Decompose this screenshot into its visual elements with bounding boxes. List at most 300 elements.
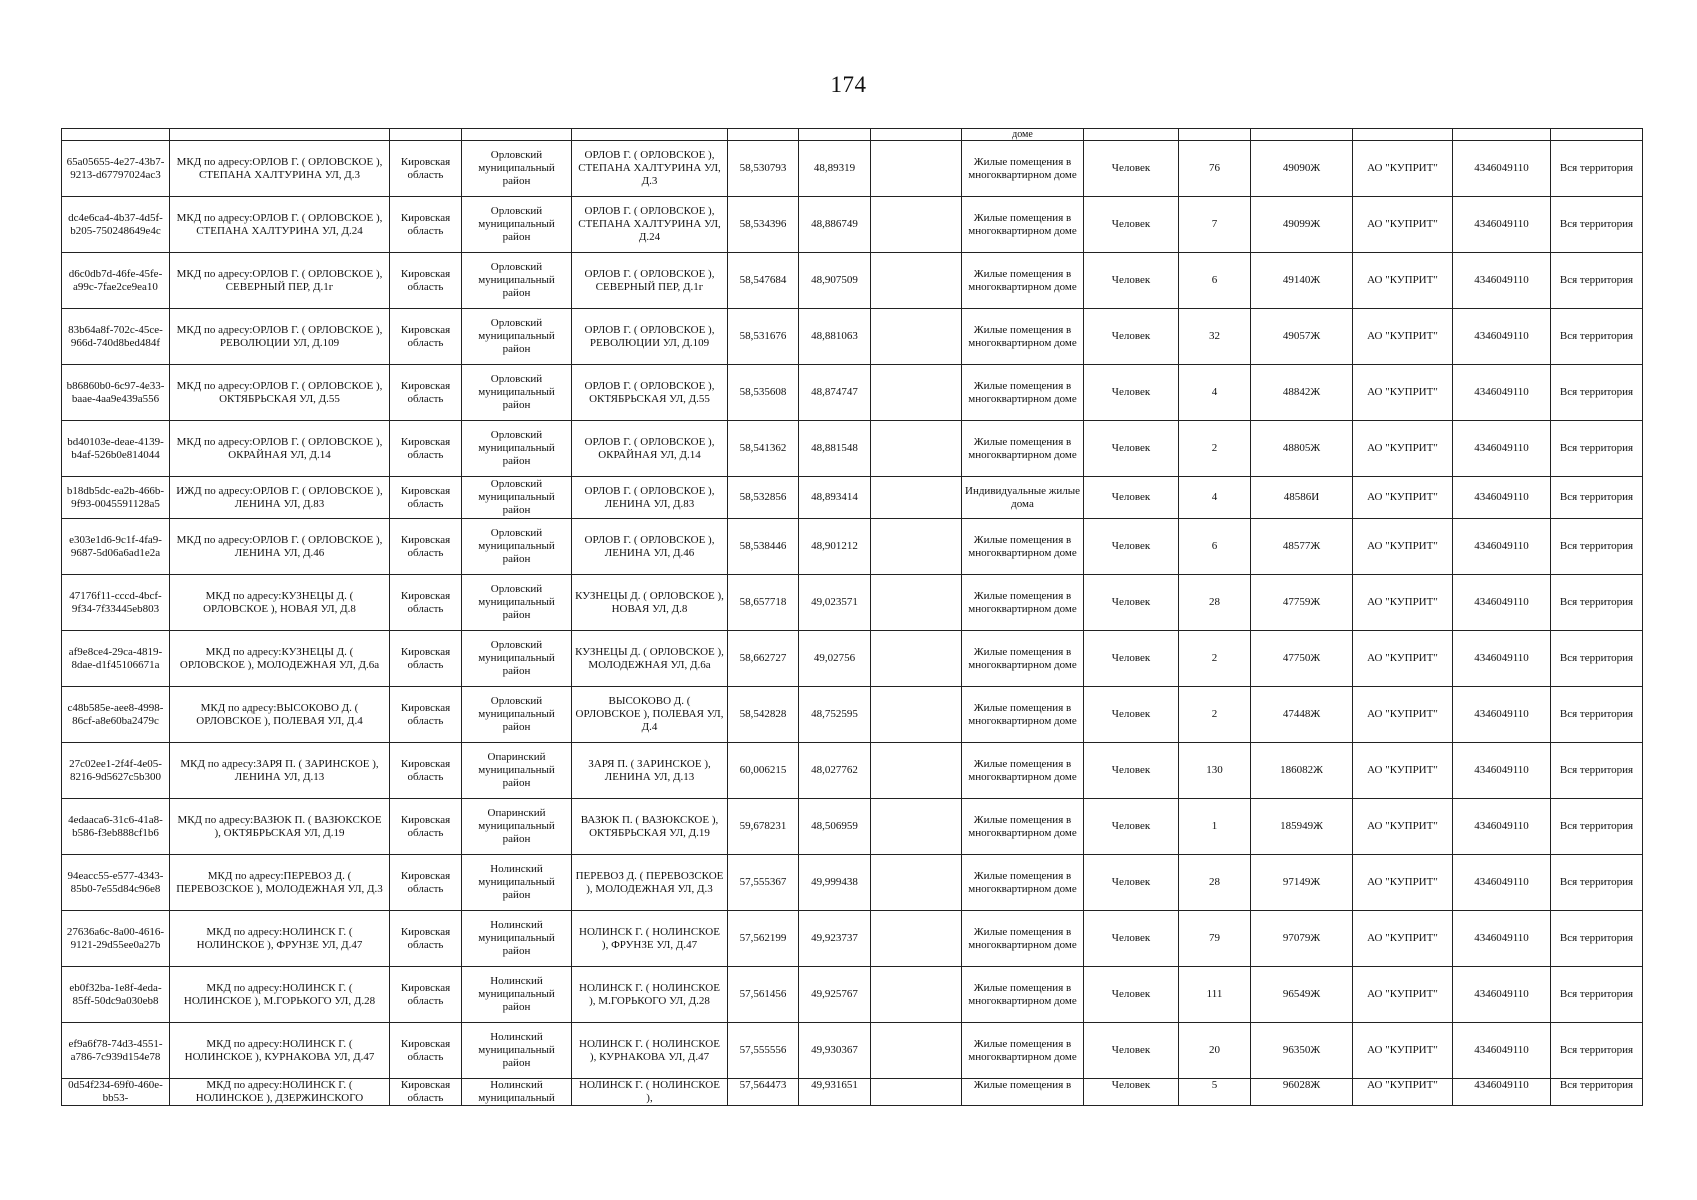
territory-cell: Вся территория <box>1551 197 1643 253</box>
carryover-cell <box>1353 129 1453 141</box>
object-id-cell: bd40103e-deae-4139-b4af-526b0e814044 <box>62 421 170 477</box>
carryover-cell <box>1551 129 1643 141</box>
code-cell: 185949Ж <box>1251 799 1353 855</box>
latitude-cell: 58,535608 <box>728 365 799 421</box>
table-row <box>62 519 1643 575</box>
object-name-cell: МКД по адресу:ЗАРЯ П. ( ЗАРИНСКОЕ ), ЛЕНИНА УЛ, Д.13 <box>170 743 390 799</box>
table-row <box>62 421 1643 477</box>
district-cell: Нолинский муниципальный <box>462 1079 572 1106</box>
unit-cell: Человек <box>1084 631 1179 687</box>
object-id-cell: 4edaaca6-31c6-41a8-b586-f3eb888cf1b6 <box>62 799 170 855</box>
longitude-cell: 48,027762 <box>799 743 871 799</box>
unit-cell: Человек <box>1084 365 1179 421</box>
region-cell: Кировская область <box>390 799 462 855</box>
territory-cell: Вся территория <box>1551 967 1643 1023</box>
empty-cell <box>871 141 962 197</box>
address-cell: ОРЛОВ Г. ( ОРЛОВСКОЕ ), ОКРАЙНАЯ УЛ, Д.14 <box>572 421 728 477</box>
object-id-cell: dc4e6ca4-4b37-4d5f-b205-750248649e4c <box>62 197 170 253</box>
district-cell: Опаринский муниципальный район <box>462 799 572 855</box>
quantity-cell: 2 <box>1179 421 1251 477</box>
district-cell: Нолинский муниципальный район <box>462 967 572 1023</box>
district-cell: Орловский муниципальный район <box>462 421 572 477</box>
object-type-cell: Жилые помещения в многоквартирном доме <box>962 253 1084 309</box>
region-cell: Кировская область <box>390 631 462 687</box>
unit-cell: Человек <box>1084 911 1179 967</box>
code-cell: 48586И <box>1251 477 1353 519</box>
territory-cell: Вся территория <box>1551 141 1643 197</box>
longitude-cell: 48,874747 <box>799 365 871 421</box>
district-cell: Орловский муниципальный район <box>462 477 572 519</box>
object-type-cell: Жилые помещения в многоквартирном доме <box>962 197 1084 253</box>
organization-cell: АО "КУПРИТ" <box>1353 743 1453 799</box>
object-type-cell: Жилые помещения в многоквартирном доме <box>962 421 1084 477</box>
table-row <box>62 1079 1643 1106</box>
object-name-cell: МКД по адресу:НОЛИНСК Г. ( НОЛИНСКОЕ ), ФРУНЗЕ УЛ, Д.47 <box>170 911 390 967</box>
unit-cell: Человек <box>1084 855 1179 911</box>
empty-cell <box>871 631 962 687</box>
organization-cell: АО "КУПРИТ" <box>1353 967 1453 1023</box>
object-type-cell: Жилые помещения в многоквартирном доме <box>962 687 1084 743</box>
quantity-cell: 79 <box>1179 911 1251 967</box>
district-cell: Орловский муниципальный район <box>462 253 572 309</box>
address-cell: ЗАРЯ П. ( ЗАРИНСКОЕ ), ЛЕНИНА УЛ, Д.13 <box>572 743 728 799</box>
carryover-type-cell: доме <box>962 129 1084 141</box>
latitude-cell: 58,547684 <box>728 253 799 309</box>
inn-cell: 4346049110 <box>1453 1023 1551 1079</box>
table-row <box>62 309 1643 365</box>
carryover-cell <box>728 129 799 141</box>
district-cell: Орловский муниципальный район <box>462 309 572 365</box>
territory-cell: Вся территория <box>1551 365 1643 421</box>
table-row <box>62 575 1643 631</box>
registry-table <box>61 128 1643 1106</box>
object-type-cell: Жилые помещения в многоквартирном доме <box>962 575 1084 631</box>
latitude-cell: 58,538446 <box>728 519 799 575</box>
territory-cell: Вся территория <box>1551 631 1643 687</box>
region-cell: Кировская область <box>390 309 462 365</box>
latitude-cell: 60,006215 <box>728 743 799 799</box>
organization-cell: АО "КУПРИТ" <box>1353 631 1453 687</box>
object-type-cell: Жилые помещения в многоквартирном доме <box>962 743 1084 799</box>
object-name-cell: МКД по адресу:ОРЛОВ Г. ( ОРЛОВСКОЕ ), ОКТЯБРЬСКАЯ УЛ, Д.55 <box>170 365 390 421</box>
object-type-cell: Жилые помещения в многоквартирном доме <box>962 141 1084 197</box>
address-cell: ВЫСОКОВО Д. ( ОРЛОВСКОЕ ), ПОЛЕВАЯ УЛ, Д.4 <box>572 687 728 743</box>
carryover-cell <box>1179 129 1251 141</box>
object-type-cell: Индивидуальные жилые дома <box>962 477 1084 519</box>
latitude-cell: 59,678231 <box>728 799 799 855</box>
quantity-cell: 7 <box>1179 197 1251 253</box>
address-cell: НОЛИНСК Г. ( НОЛИНСКОЕ ), ФРУНЗЕ УЛ, Д.47 <box>572 911 728 967</box>
address-cell: НОЛИНСК Г. ( НОЛИНСКОЕ ), КУРНАКОВА УЛ, Д.47 <box>572 1023 728 1079</box>
organization-cell: АО "КУПРИТ" <box>1353 421 1453 477</box>
object-name-cell: МКД по адресу:НОЛИНСК Г. ( НОЛИНСКОЕ ), М.ГОРЬКОГО УЛ, Д.28 <box>170 967 390 1023</box>
object-type-cell: Жилые помещения в многоквартирном доме <box>962 309 1084 365</box>
empty-cell <box>871 519 962 575</box>
inn-cell: 4346049110 <box>1453 1079 1551 1106</box>
region-cell: Кировская область <box>390 575 462 631</box>
table-row <box>62 477 1643 519</box>
object-name-cell: МКД по адресу:ОРЛОВ Г. ( ОРЛОВСКОЕ ), СЕВЕРНЫЙ ПЕР, Д.1г <box>170 253 390 309</box>
object-type-cell: Жилые помещения в многоквартирном доме <box>962 519 1084 575</box>
longitude-cell: 48,901212 <box>799 519 871 575</box>
table-row <box>62 855 1643 911</box>
organization-cell: АО "КУПРИТ" <box>1353 911 1453 967</box>
object-name-cell: МКД по адресу:ВАЗЮК П. ( ВАЗЮКСКОЕ ), ОКТЯБРЬСКАЯ УЛ, Д.19 <box>170 799 390 855</box>
unit-cell: Человек <box>1084 253 1179 309</box>
district-cell: Нолинский муниципальный район <box>462 911 572 967</box>
empty-cell <box>871 967 962 1023</box>
territory-cell: Вся территория <box>1551 1079 1643 1106</box>
inn-cell: 4346049110 <box>1453 141 1551 197</box>
empty-cell <box>871 799 962 855</box>
organization-cell: АО "КУПРИТ" <box>1353 365 1453 421</box>
object-name-cell: МКД по адресу:НОЛИНСК Г. ( НОЛИНСКОЕ ), КУРНАКОВА УЛ, Д.47 <box>170 1023 390 1079</box>
unit-cell: Человек <box>1084 1023 1179 1079</box>
carryover-cell <box>871 129 962 141</box>
region-cell: Кировская область <box>390 743 462 799</box>
code-cell: 96350Ж <box>1251 1023 1353 1079</box>
quantity-cell: 111 <box>1179 967 1251 1023</box>
territory-cell: Вся территория <box>1551 309 1643 365</box>
code-cell: 47750Ж <box>1251 631 1353 687</box>
latitude-cell: 58,542828 <box>728 687 799 743</box>
empty-cell <box>871 477 962 519</box>
unit-cell: Человек <box>1084 1079 1179 1106</box>
region-cell: Кировская область <box>390 687 462 743</box>
longitude-cell: 49,930367 <box>799 1023 871 1079</box>
organization-cell: АО "КУПРИТ" <box>1353 855 1453 911</box>
inn-cell: 4346049110 <box>1453 799 1551 855</box>
empty-cell <box>871 253 962 309</box>
inn-cell: 4346049110 <box>1453 421 1551 477</box>
address-cell: ОРЛОВ Г. ( ОРЛОВСКОЕ ), ЛЕНИНА УЛ, Д.46 <box>572 519 728 575</box>
organization-cell: АО "КУПРИТ" <box>1353 253 1453 309</box>
region-cell: Кировская область <box>390 253 462 309</box>
quantity-cell: 76 <box>1179 141 1251 197</box>
latitude-cell: 57,561456 <box>728 967 799 1023</box>
empty-cell <box>871 575 962 631</box>
object-name-cell: МКД по адресу:ОРЛОВ Г. ( ОРЛОВСКОЕ ), РЕВОЛЮЦИИ УЛ, Д.109 <box>170 309 390 365</box>
longitude-cell: 48,893414 <box>799 477 871 519</box>
object-name-cell: МКД по адресу:ПЕРЕВОЗ Д. ( ПЕРЕВОЗСКОЕ ), МОЛОДЕЖНАЯ УЛ, Д.3 <box>170 855 390 911</box>
object-id-cell: 65a05655-4e27-43b7-9213-d67797024ac3 <box>62 141 170 197</box>
address-cell: КУЗНЕЦЫ Д. ( ОРЛОВСКОЕ ), МОЛОДЕЖНАЯ УЛ, Д.6а <box>572 631 728 687</box>
address-cell: ОРЛОВ Г. ( ОРЛОВСКОЕ ), СЕВЕРНЫЙ ПЕР, Д.1г <box>572 253 728 309</box>
object-id-cell: c48b585e-aee8-4998-86cf-a8e60ba2479c <box>62 687 170 743</box>
organization-cell: АО "КУПРИТ" <box>1353 799 1453 855</box>
unit-cell: Человек <box>1084 309 1179 365</box>
unit-cell: Человек <box>1084 687 1179 743</box>
unit-cell: Человек <box>1084 519 1179 575</box>
carryover-cell <box>62 129 170 141</box>
territory-cell: Вся территория <box>1551 477 1643 519</box>
inn-cell: 4346049110 <box>1453 967 1551 1023</box>
object-id-cell: 27c02ee1-2f4f-4e05-8216-9d5627c5b300 <box>62 743 170 799</box>
table-row <box>62 687 1643 743</box>
longitude-cell: 49,925767 <box>799 967 871 1023</box>
unit-cell: Человек <box>1084 477 1179 519</box>
object-name-cell: МКД по адресу:КУЗНЕЦЫ Д. ( ОРЛОВСКОЕ ), НОВАЯ УЛ, Д.8 <box>170 575 390 631</box>
inn-cell: 4346049110 <box>1453 631 1551 687</box>
object-type-cell: Жилые помещения в многоквартирном доме <box>962 911 1084 967</box>
territory-cell: Вся территория <box>1551 421 1643 477</box>
empty-cell <box>871 197 962 253</box>
territory-cell: Вся территория <box>1551 253 1643 309</box>
organization-cell: АО "КУПРИТ" <box>1353 197 1453 253</box>
object-name-cell: МКД по адресу:ОРЛОВ Г. ( ОРЛОВСКОЕ ), СТЕПАНА ХАЛТУРИНА УЛ, Д.24 <box>170 197 390 253</box>
address-cell: ВАЗЮК П. ( ВАЗЮКСКОЕ ), ОКТЯБРЬСКАЯ УЛ, Д.19 <box>572 799 728 855</box>
latitude-cell: 57,564473 <box>728 1079 799 1106</box>
latitude-cell: 58,662727 <box>728 631 799 687</box>
object-name-cell: ИЖД по адресу:ОРЛОВ Г. ( ОРЛОВСКОЕ ), ЛЕНИНА УЛ, Д.83 <box>170 477 390 519</box>
carryover-cell <box>170 129 390 141</box>
object-id-cell: 47176f11-cccd-4bcf-9f34-7f33445eb803 <box>62 575 170 631</box>
longitude-cell: 48,881063 <box>799 309 871 365</box>
object-id-cell: b86860b0-6c97-4e33-baae-4aa9e439a556 <box>62 365 170 421</box>
inn-cell: 4346049110 <box>1453 477 1551 519</box>
region-cell: Кировская область <box>390 141 462 197</box>
quantity-cell: 4 <box>1179 365 1251 421</box>
inn-cell: 4346049110 <box>1453 365 1551 421</box>
longitude-cell: 49,923737 <box>799 911 871 967</box>
carryover-cell <box>572 129 728 141</box>
inn-cell: 4346049110 <box>1453 911 1551 967</box>
district-cell: Орловский муниципальный район <box>462 631 572 687</box>
longitude-cell: 49,02756 <box>799 631 871 687</box>
latitude-cell: 58,532856 <box>728 477 799 519</box>
table-row <box>62 253 1643 309</box>
longitude-cell: 48,886749 <box>799 197 871 253</box>
unit-cell: Человек <box>1084 967 1179 1023</box>
object-type-cell: Жилые помещения в многоквартирном доме <box>962 631 1084 687</box>
table-row <box>62 1023 1643 1079</box>
empty-cell <box>871 911 962 967</box>
district-cell: Орловский муниципальный район <box>462 687 572 743</box>
quantity-cell: 6 <box>1179 253 1251 309</box>
territory-cell: Вся территория <box>1551 575 1643 631</box>
quantity-cell: 2 <box>1179 631 1251 687</box>
empty-cell <box>871 1023 962 1079</box>
object-id-cell: ef9a6f78-74d3-4551-a786-7c939d154e78 <box>62 1023 170 1079</box>
quantity-cell: 28 <box>1179 855 1251 911</box>
organization-cell: АО "КУПРИТ" <box>1353 519 1453 575</box>
object-id-cell: 0d54f234-69f0-460e-bb53- <box>62 1079 170 1106</box>
object-name-cell: МКД по адресу:ОРЛОВ Г. ( ОРЛОВСКОЕ ), ОКРАЙНАЯ УЛ, Д.14 <box>170 421 390 477</box>
quantity-cell: 6 <box>1179 519 1251 575</box>
organization-cell: АО "КУПРИТ" <box>1353 477 1453 519</box>
object-id-cell: b18db5dc-ea2b-466b-9f93-0045591128a5 <box>62 477 170 519</box>
territory-cell: Вся территория <box>1551 743 1643 799</box>
inn-cell: 4346049110 <box>1453 309 1551 365</box>
territory-cell: Вся территория <box>1551 911 1643 967</box>
code-cell: 96549Ж <box>1251 967 1353 1023</box>
table-row <box>62 743 1643 799</box>
empty-cell <box>871 743 962 799</box>
quantity-cell: 20 <box>1179 1023 1251 1079</box>
longitude-cell: 48,881548 <box>799 421 871 477</box>
quantity-cell: 130 <box>1179 743 1251 799</box>
code-cell: 47759Ж <box>1251 575 1353 631</box>
latitude-cell: 57,555367 <box>728 855 799 911</box>
empty-cell <box>871 687 962 743</box>
object-id-cell: d6c0db7d-46fe-45fe-a99c-7fae2ce9ea10 <box>62 253 170 309</box>
region-cell: Кировская область <box>390 477 462 519</box>
quantity-cell: 28 <box>1179 575 1251 631</box>
empty-cell <box>871 365 962 421</box>
object-type-cell: Жилые помещения в <box>962 1079 1084 1106</box>
latitude-cell: 58,541362 <box>728 421 799 477</box>
longitude-cell: 48,907509 <box>799 253 871 309</box>
empty-cell <box>871 421 962 477</box>
object-id-cell: 27636a6c-8a00-4616-9121-29d55ee0a27b <box>62 911 170 967</box>
code-cell: 96028Ж <box>1251 1079 1353 1106</box>
quantity-cell: 2 <box>1179 687 1251 743</box>
quantity-cell: 32 <box>1179 309 1251 365</box>
code-cell: 49140Ж <box>1251 253 1353 309</box>
inn-cell: 4346049110 <box>1453 743 1551 799</box>
object-id-cell: 83b64a8f-702c-45ce-966d-740d8bed484f <box>62 309 170 365</box>
unit-cell: Человек <box>1084 421 1179 477</box>
longitude-cell: 48,89319 <box>799 141 871 197</box>
page-number: 174 <box>830 72 867 97</box>
inn-cell: 4346049110 <box>1453 687 1551 743</box>
address-cell: НОЛИНСК Г. ( НОЛИНСКОЕ ), <box>572 1079 728 1106</box>
table-row <box>62 967 1643 1023</box>
latitude-cell: 58,534396 <box>728 197 799 253</box>
address-cell: ОРЛОВ Г. ( ОРЛОВСКОЕ ), ЛЕНИНА УЛ, Д.83 <box>572 477 728 519</box>
territory-cell: Вся территория <box>1551 687 1643 743</box>
address-cell: ОРЛОВ Г. ( ОРЛОВСКОЕ ), СТЕПАНА ХАЛТУРИНА УЛ, Д.24 <box>572 197 728 253</box>
table-row <box>62 911 1643 967</box>
carryover-cell <box>1453 129 1551 141</box>
carryover-row <box>62 129 1643 141</box>
object-type-cell: Жилые помещения в многоквартирном доме <box>962 855 1084 911</box>
district-cell: Орловский муниципальный район <box>462 575 572 631</box>
inn-cell: 4346049110 <box>1453 253 1551 309</box>
code-cell: 97149Ж <box>1251 855 1353 911</box>
code-cell: 186082Ж <box>1251 743 1353 799</box>
table-row <box>62 197 1643 253</box>
address-cell: ПЕРЕВОЗ Д. ( ПЕРЕВОЗСКОЕ ), МОЛОДЕЖНАЯ УЛ, Д.3 <box>572 855 728 911</box>
region-cell: Кировская область <box>390 197 462 253</box>
organization-cell: АО "КУПРИТ" <box>1353 141 1453 197</box>
object-name-cell: МКД по адресу:ОРЛОВ Г. ( ОРЛОВСКОЕ ), ЛЕНИНА УЛ, Д.46 <box>170 519 390 575</box>
organization-cell: АО "КУПРИТ" <box>1353 1079 1453 1106</box>
object-id-cell: 94eacc55-e577-4343-85b0-7e55d84c96e8 <box>62 855 170 911</box>
territory-cell: Вся территория <box>1551 519 1643 575</box>
organization-cell: АО "КУПРИТ" <box>1353 575 1453 631</box>
inn-cell: 4346049110 <box>1453 855 1551 911</box>
district-cell: Орловский муниципальный район <box>462 365 572 421</box>
region-cell: Кировская область <box>390 855 462 911</box>
object-type-cell: Жилые помещения в многоквартирном доме <box>962 1023 1084 1079</box>
code-cell: 49057Ж <box>1251 309 1353 365</box>
address-cell: ОРЛОВ Г. ( ОРЛОВСКОЕ ), РЕВОЛЮЦИИ УЛ, Д.109 <box>572 309 728 365</box>
district-cell: Орловский муниципальный район <box>462 141 572 197</box>
latitude-cell: 58,657718 <box>728 575 799 631</box>
code-cell: 48805Ж <box>1251 421 1353 477</box>
inn-cell: 4346049110 <box>1453 575 1551 631</box>
district-cell: Орловский муниципальный район <box>462 519 572 575</box>
object-id-cell: e303e1d6-9c1f-4fa9-9687-5d06a6ad1e2a <box>62 519 170 575</box>
code-cell: 48577Ж <box>1251 519 1353 575</box>
longitude-cell: 48,752595 <box>799 687 871 743</box>
empty-cell <box>871 855 962 911</box>
object-name-cell: МКД по адресу:ВЫСОКОВО Д. ( ОРЛОВСКОЕ ), ПОЛЕВАЯ УЛ, Д.4 <box>170 687 390 743</box>
longitude-cell: 49,999438 <box>799 855 871 911</box>
carryover-cell <box>390 129 462 141</box>
latitude-cell: 57,555556 <box>728 1023 799 1079</box>
object-id-cell: eb0f32ba-1e8f-4eda-85ff-50dc9a030eb8 <box>62 967 170 1023</box>
table-row <box>62 365 1643 421</box>
table-row <box>62 799 1643 855</box>
territory-cell: Вся территория <box>1551 1023 1643 1079</box>
code-cell: 97079Ж <box>1251 911 1353 967</box>
unit-cell: Человек <box>1084 799 1179 855</box>
longitude-cell: 49,931651 <box>799 1079 871 1106</box>
region-cell: Кировская область <box>390 421 462 477</box>
unit-cell: Человек <box>1084 141 1179 197</box>
object-id-cell: af9e8ce4-29ca-4819-8dae-d1f45106671a <box>62 631 170 687</box>
district-cell: Нолинский муниципальный район <box>462 1023 572 1079</box>
object-name-cell: МКД по адресу:КУЗНЕЦЫ Д. ( ОРЛОВСКОЕ ), МОЛОДЕЖНАЯ УЛ, Д.6а <box>170 631 390 687</box>
region-cell: Кировская область <box>390 1023 462 1079</box>
object-type-cell: Жилые помещения в многоквартирном доме <box>962 365 1084 421</box>
carryover-cell <box>1084 129 1179 141</box>
address-cell: ОРЛОВ Г. ( ОРЛОВСКОЕ ), СТЕПАНА ХАЛТУРИНА УЛ, Д.3 <box>572 141 728 197</box>
address-cell: ОРЛОВ Г. ( ОРЛОВСКОЕ ), ОКТЯБРЬСКАЯ УЛ, Д.55 <box>572 365 728 421</box>
object-name-cell: МКД по адресу:НОЛИНСК Г. ( НОЛИНСКОЕ ), ДЗЕРЖИНСКОГО <box>170 1079 390 1106</box>
object-name-cell: МКД по адресу:ОРЛОВ Г. ( ОРЛОВСКОЕ ), СТЕПАНА ХАЛТУРИНА УЛ, Д.3 <box>170 141 390 197</box>
carryover-cell <box>799 129 871 141</box>
territory-cell: Вся территория <box>1551 799 1643 855</box>
unit-cell: Человек <box>1084 197 1179 253</box>
region-cell: Кировская область <box>390 911 462 967</box>
latitude-cell: 58,530793 <box>728 141 799 197</box>
region-cell: Кировская область <box>390 519 462 575</box>
unit-cell: Человек <box>1084 575 1179 631</box>
inn-cell: 4346049110 <box>1453 197 1551 253</box>
code-cell: 49090Ж <box>1251 141 1353 197</box>
empty-cell <box>871 1079 962 1106</box>
organization-cell: АО "КУПРИТ" <box>1353 687 1453 743</box>
address-cell: НОЛИНСК Г. ( НОЛИНСКОЕ ), М.ГОРЬКОГО УЛ, Д.28 <box>572 967 728 1023</box>
object-type-cell: Жилые помещения в многоквартирном доме <box>962 799 1084 855</box>
quantity-cell: 5 <box>1179 1079 1251 1106</box>
longitude-cell: 49,023571 <box>799 575 871 631</box>
region-cell: Кировская область <box>390 967 462 1023</box>
district-cell: Опаринский муниципальный район <box>462 743 572 799</box>
latitude-cell: 58,531676 <box>728 309 799 365</box>
code-cell: 48842Ж <box>1251 365 1353 421</box>
unit-cell: Человек <box>1084 743 1179 799</box>
organization-cell: АО "КУПРИТ" <box>1353 309 1453 365</box>
region-cell: Кировская область <box>390 1079 462 1106</box>
region-cell: Кировская область <box>390 365 462 421</box>
object-type-cell: Жилые помещения в многоквартирном доме <box>962 967 1084 1023</box>
code-cell: 49099Ж <box>1251 197 1353 253</box>
table-row <box>62 141 1643 197</box>
latitude-cell: 57,562199 <box>728 911 799 967</box>
carryover-cell <box>1251 129 1353 141</box>
territory-cell: Вся территория <box>1551 855 1643 911</box>
quantity-cell: 1 <box>1179 799 1251 855</box>
district-cell: Орловский муниципальный район <box>462 197 572 253</box>
district-cell: Нолинский муниципальный район <box>462 855 572 911</box>
carryover-cell <box>462 129 572 141</box>
quantity-cell: 4 <box>1179 477 1251 519</box>
address-cell: КУЗНЕЦЫ Д. ( ОРЛОВСКОЕ ), НОВАЯ УЛ, Д.8 <box>572 575 728 631</box>
